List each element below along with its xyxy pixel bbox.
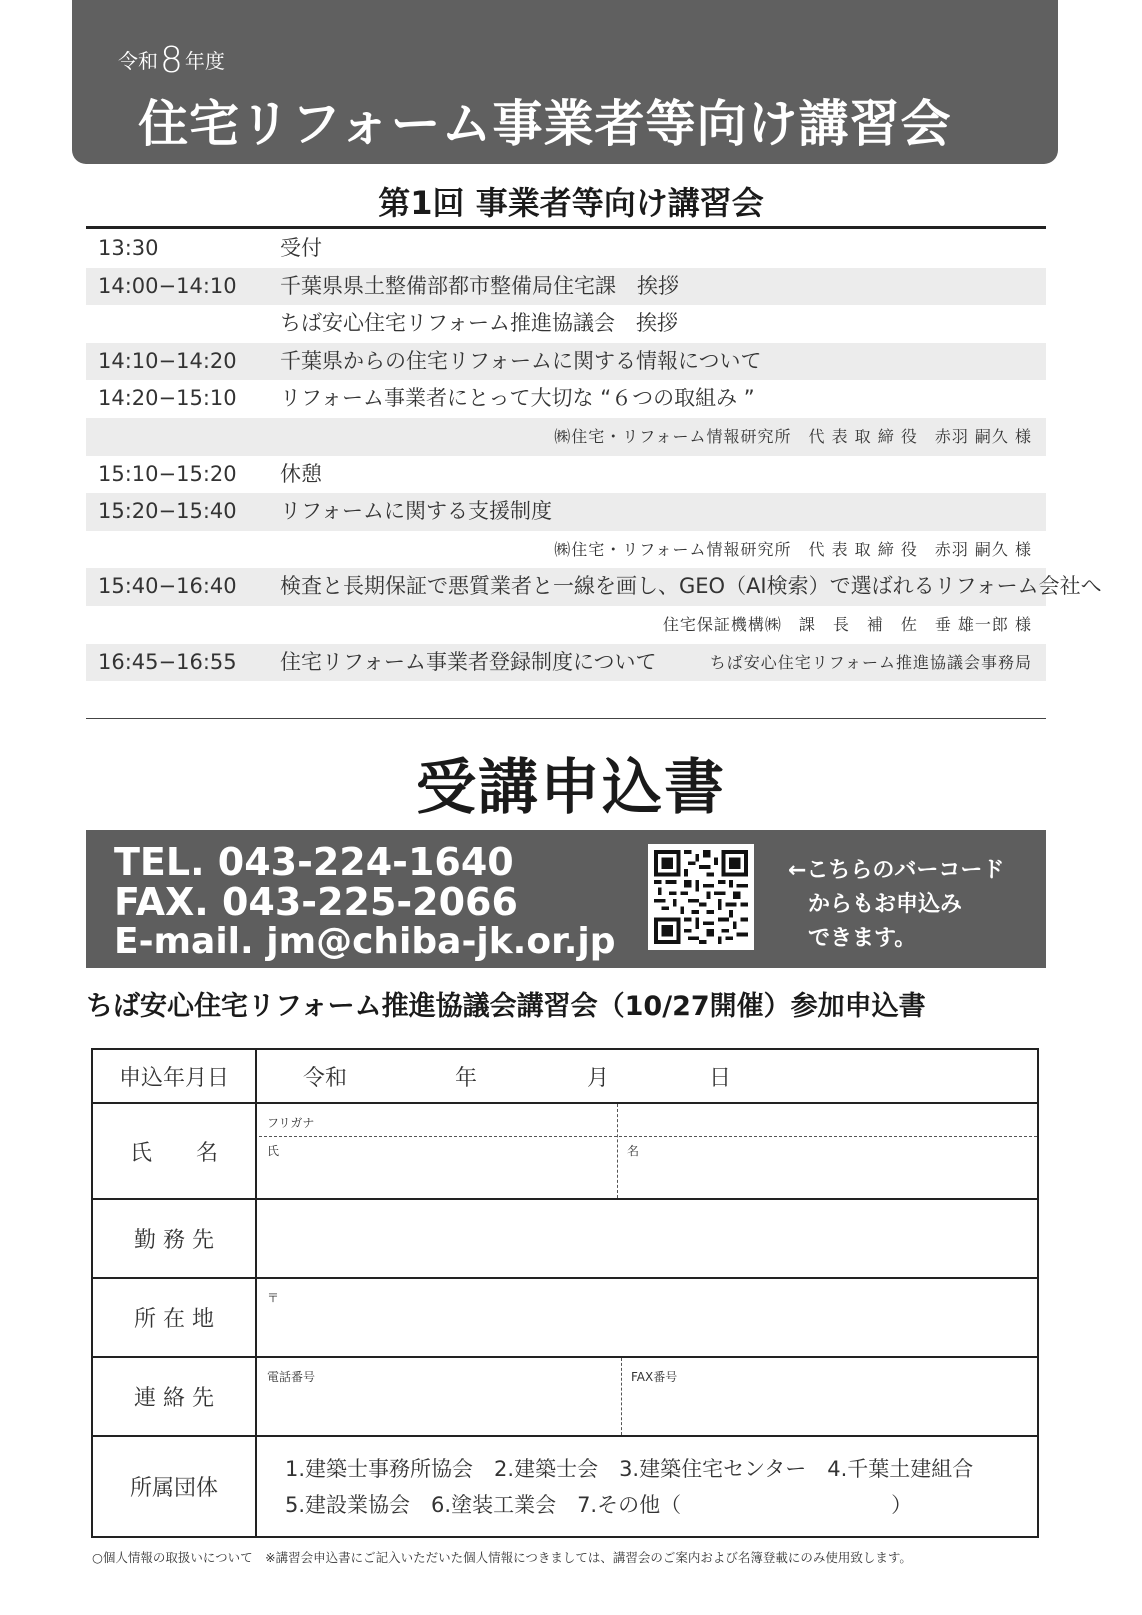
fax-label: FAX番号 — [631, 1370, 678, 1384]
schedule-row: 15:40−16:40 検査と長期保証で悪質業者と一線を画し、GEO（AI検索）で選ばれるリフォーム会社へ — [86, 568, 1046, 606]
divider — [86, 226, 1046, 229]
given-name-input[interactable] — [619, 1138, 1037, 1198]
era-suffix: 年度 — [184, 49, 225, 73]
form-row-workplace — [93, 1200, 1037, 1279]
address-label: 所 在 地 — [93, 1279, 257, 1356]
workplace-label: 勤 務 先 — [93, 1200, 257, 1277]
form-row-address — [93, 1279, 1037, 1358]
era-number: 8 — [160, 40, 183, 81]
schedule-row — [86, 606, 1046, 644]
furigana-label: フリガナ — [267, 1116, 315, 1130]
schedule-row: 15:10−15:20 休憩 — [98, 461, 322, 486]
form-row-organization — [93, 1437, 1037, 1536]
era-prefix: 令和 — [118, 49, 158, 73]
session-title: 第1回 事業者等向け講習会 — [378, 184, 764, 222]
speaker: 住宅保証機構㈱ 課 長 補 佐 垂 雄一郎 様 — [662, 614, 1032, 634]
surname-input[interactable] — [259, 1138, 615, 1198]
form-row-date — [93, 1050, 1037, 1104]
name-label: 氏 名 — [93, 1104, 257, 1198]
date-label: 申込年月日 — [93, 1050, 257, 1102]
schedule-row: 14:10−14:20 千葉県からの住宅リフォームに関する情報について — [86, 343, 1046, 381]
form-title: 受講申込書 — [416, 753, 726, 823]
divider — [86, 718, 1046, 719]
schedule-row: 16:45−16:55 住宅リフォーム事業者登録制度について ちば安心住宅リフォーム推進協議会事務局 — [86, 644, 1046, 682]
organization-label: 所属団体 — [93, 1437, 257, 1536]
page-title: 住宅リフォーム事業者等向け講習会 — [138, 95, 952, 153]
schedule-row: 14:00−14:10 千葉県県土整備部都市整備局住宅課 挨拶 — [86, 268, 1046, 306]
email-address[interactable]: E-mail. jm@chiba-jk.or.jp — [114, 921, 616, 962]
date-field[interactable]: 令和 年 月 日 — [303, 1065, 732, 1091]
form-row-contact — [93, 1358, 1037, 1437]
application-title: ちば安心住宅リフォーム推進協議会講習会（10/27開催）参加申込書 — [86, 991, 926, 1022]
speaker: ㈱住宅・リフォーム情報研究所 代 表 取 締 役 赤羽 嗣久 様 — [554, 539, 1032, 559]
schedule-row: 15:20−15:40 リフォームに関する支援制度 — [86, 493, 1046, 531]
given-name-label: 名 — [627, 1144, 640, 1158]
schedule-row — [86, 531, 1046, 569]
schedule-row: ちば安心住宅リフォーム推進協議会 挨拶 — [280, 311, 678, 336]
postal-mark: 〒 — [267, 1291, 280, 1305]
application-form — [91, 1048, 1039, 1538]
qr-code-icon[interactable] — [648, 844, 754, 950]
schedule-row: 14:20−15:10 リフォーム事業者にとって大切な “６つの取組み ” — [98, 386, 755, 411]
schedule-table — [86, 230, 1102, 681]
fax-input[interactable] — [623, 1358, 1037, 1435]
privacy-note: ○個人情報の取扱いについて ※講習会申込書にご記入いただいた個人情報につきましては、講習会のご案内および名簿登載にのみ使用致します。 — [92, 1550, 912, 1565]
schedule-row — [86, 418, 1046, 456]
address-input[interactable] — [259, 1279, 1037, 1356]
speaker: ㈱住宅・リフォーム情報研究所 代 表 取 締 役 赤羽 嗣久 様 — [554, 426, 1032, 446]
contact-label: 連 絡 先 — [93, 1358, 257, 1435]
form-row-name — [93, 1104, 1037, 1200]
organization-options[interactable] — [259, 1437, 1037, 1536]
contact-box — [86, 830, 1046, 968]
qr-note: ←こちらのバーコード からもお申込み できます。 — [788, 858, 1005, 951]
schedule-row: 13:30 受付 — [98, 236, 322, 260]
header-banner — [72, 0, 1058, 164]
tel-number: TEL. 043-224-1640 — [114, 840, 514, 884]
phone-input[interactable] — [259, 1358, 619, 1435]
fiscal-year — [118, 40, 225, 81]
organization-options-line2[interactable]: 5.建設業協会 6.塗装工業会 7.その他（ ） — [285, 1493, 913, 1517]
speaker: ちば安心住宅リフォーム推進協議会事務局 — [709, 652, 1032, 672]
organization-options-line1[interactable]: 1.建築士事務所協会 2.建築士会 3.建築住宅センター 4.千葉土建組合 — [285, 1457, 974, 1481]
workplace-input[interactable] — [259, 1200, 1037, 1277]
fax-number: FAX. 043-225-2066 — [114, 880, 518, 924]
phone-label: 電話番号 — [267, 1370, 316, 1384]
surname-label: 氏 — [267, 1144, 280, 1158]
